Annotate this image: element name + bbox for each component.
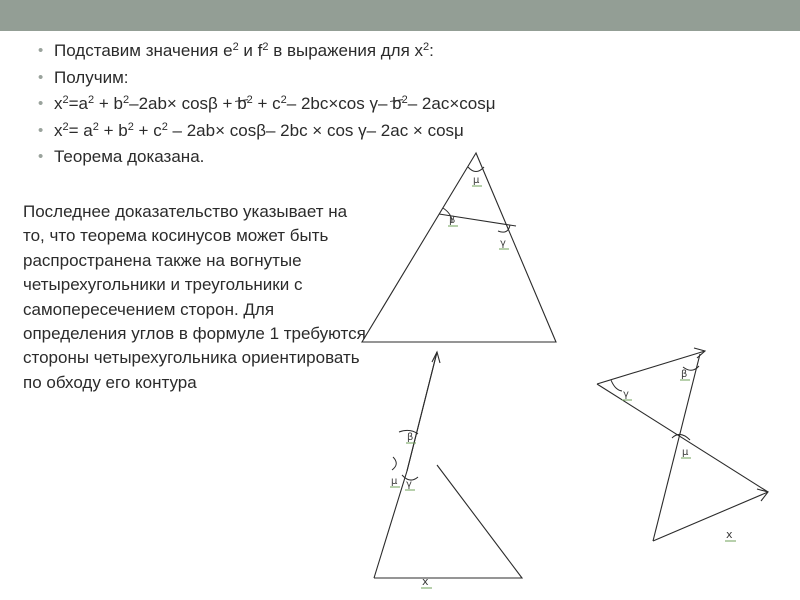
superscript: 2	[127, 120, 134, 133]
superscript: 2	[122, 94, 130, 106]
label-gamma: γ	[500, 238, 506, 249]
superscript: 2	[246, 94, 253, 106]
text-run: – 2bc×cos γ–	[286, 94, 393, 113]
figure-self-intersecting	[597, 348, 768, 541]
label-x: x	[726, 528, 733, 541]
label-beta: β	[681, 369, 688, 380]
label-x: x	[422, 575, 429, 588]
text-run: + b	[94, 94, 123, 113]
superscript: 2	[88, 94, 95, 106]
text-run: в выражения для x	[268, 41, 424, 60]
superscript: 2	[280, 94, 287, 106]
crossing-side	[653, 354, 700, 541]
note-paragraph: Последнее доказательство указывает на то, что теорема косинусов может быть распространена также на вогнутые четырехугольники и треугольники с самопересечением сторон. Для определения углов в формуле 1 требуются стороны четырехугольника ориентировать по обходу его контура	[23, 202, 366, 392]
text-run: –2ab× cosβ +	[129, 94, 238, 113]
left-side	[374, 352, 437, 578]
text-run: Получим:	[54, 67, 129, 87]
text-run: x	[54, 94, 63, 113]
superscript: 2	[92, 120, 99, 133]
text-run: Подставим значения e	[54, 41, 233, 60]
text-run: – 2ab× cosβ– 2bc × cos γ– 2ac × cosμ	[167, 120, 464, 140]
text-run: и f	[238, 41, 263, 60]
text-run: + c	[133, 120, 162, 140]
superscript: 2	[423, 41, 430, 53]
superscript: 2	[401, 94, 408, 106]
superscript: 2	[62, 94, 69, 106]
struck-term: b	[392, 91, 401, 118]
figure-concave-quadrilateral	[374, 352, 522, 588]
label-beta: β	[449, 215, 456, 226]
triangle-outline	[362, 153, 556, 342]
text-run: = a	[68, 120, 93, 140]
text-run: :	[429, 41, 434, 60]
label-gamma: γ	[406, 479, 412, 490]
label-mu: μ	[391, 476, 398, 487]
angle-mu-arc	[468, 167, 484, 172]
label-beta: β	[407, 432, 414, 443]
top-side	[597, 351, 705, 384]
text-run: + b	[98, 120, 128, 140]
angle-mu-arc	[392, 457, 396, 470]
text-run: =a	[68, 94, 89, 113]
label-mu: μ	[473, 175, 480, 186]
bottom-side	[653, 492, 768, 541]
struck-term: b	[237, 91, 246, 118]
superscript: 2	[62, 120, 69, 133]
text-run: – 2ac×cosμ	[407, 94, 496, 113]
angle-gamma-arc	[611, 380, 622, 391]
text-run: x	[54, 120, 63, 140]
superscript: 2	[161, 120, 168, 133]
label-mu: μ	[682, 447, 689, 458]
figure-triangle-top	[362, 153, 556, 342]
concave-side	[407, 352, 437, 471]
text-run: + c	[252, 94, 281, 113]
label-gamma: γ	[623, 389, 629, 400]
superscript: 2	[262, 41, 269, 53]
text-run: Теорема доказана.	[54, 147, 205, 166]
superscript: 2	[232, 41, 239, 53]
